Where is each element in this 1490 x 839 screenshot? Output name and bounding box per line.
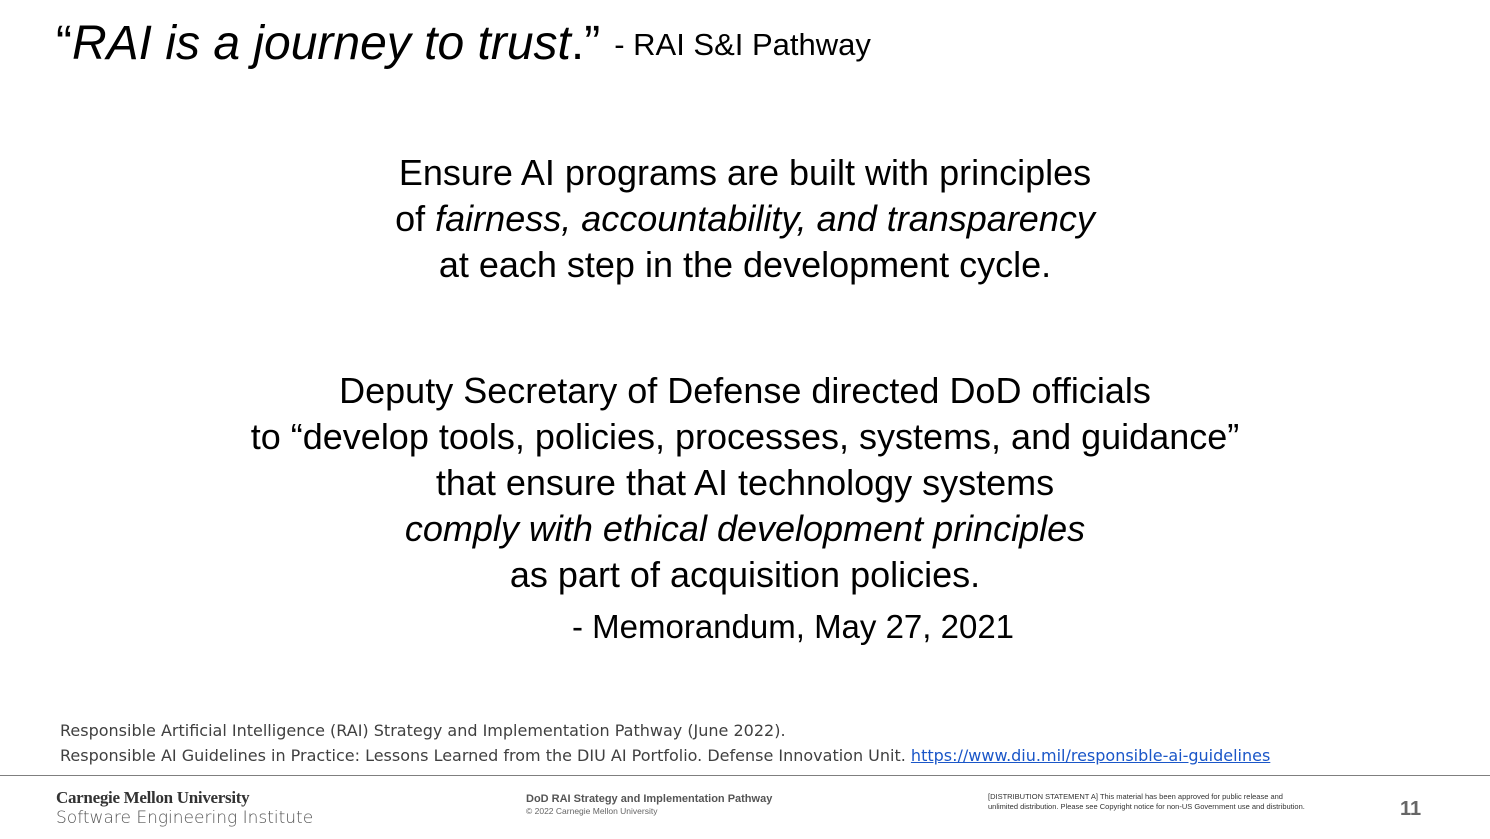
cmu-logo-text: Carnegie Mellon University [56, 788, 250, 807]
principles-line-3: at each step in the development cycle. [438, 244, 1052, 285]
sei-logo-text: Software Engineering Institute [56, 808, 314, 828]
directive-statement [0, 368, 1490, 598]
distribution-statement [988, 792, 1305, 812]
references [60, 718, 1270, 768]
directive-emphasis: comply with ethical development principles [404, 508, 1086, 549]
presentation-title: DoD RAI Strategy and Implementation Pathway [526, 793, 773, 805]
directive-line-3: that ensure that AI technology systems [435, 462, 1055, 503]
slide-title [56, 17, 871, 70]
directive-line-1: Deputy Secretary of Defense directed DoD officials [339, 370, 1151, 411]
principles-statement [0, 150, 1490, 288]
distribution-line-2: unlimited distribution. Please see Copyright notice for non-US Government use and distribution. [988, 802, 1305, 811]
title-quote: RAI is a journey to trust [71, 17, 571, 70]
title-open-quote: “ [56, 17, 72, 70]
title-close-quote: .” [570, 17, 601, 70]
page-number: 11 [1400, 798, 1422, 820]
directive-line-2: to “develop tools, policies, processes, systems, and guidance” [250, 416, 1240, 457]
reference-2-text: Responsible AI Guidelines in Practice: Lessons Learned from the DIU AI Portfolio. Defense Innovation Unit. [60, 746, 911, 765]
footer-divider [0, 775, 1490, 776]
distribution-line-1: [DISTRIBUTION STATEMENT A] This material has been approved for public release and [988, 792, 1283, 801]
principles-line-2 [0, 196, 1490, 242]
principles-line-2-prefix: of [395, 198, 436, 239]
principles-line-1: Ensure AI programs are built with principles [398, 152, 1092, 193]
diu-guidelines-link[interactable]: https://www.diu.mil/responsible-ai-guidelines [910, 746, 1271, 765]
title-attribution: - RAI S&I Pathway [614, 27, 871, 62]
reference-1: Responsible Artificial Intelligence (RAI) Strategy and Implementation Pathway (June 2022). [60, 721, 786, 740]
principles-emphasis: fairness, accountability, and transparency [435, 198, 1095, 239]
copyright-notice: © 2022 Carnegie Mellon University [526, 806, 658, 816]
memorandum-citation: - Memorandum, May 27, 2021 [572, 608, 1015, 645]
directive-line-5: as part of acquisition policies. [509, 554, 981, 595]
reference-2 [60, 743, 1270, 768]
